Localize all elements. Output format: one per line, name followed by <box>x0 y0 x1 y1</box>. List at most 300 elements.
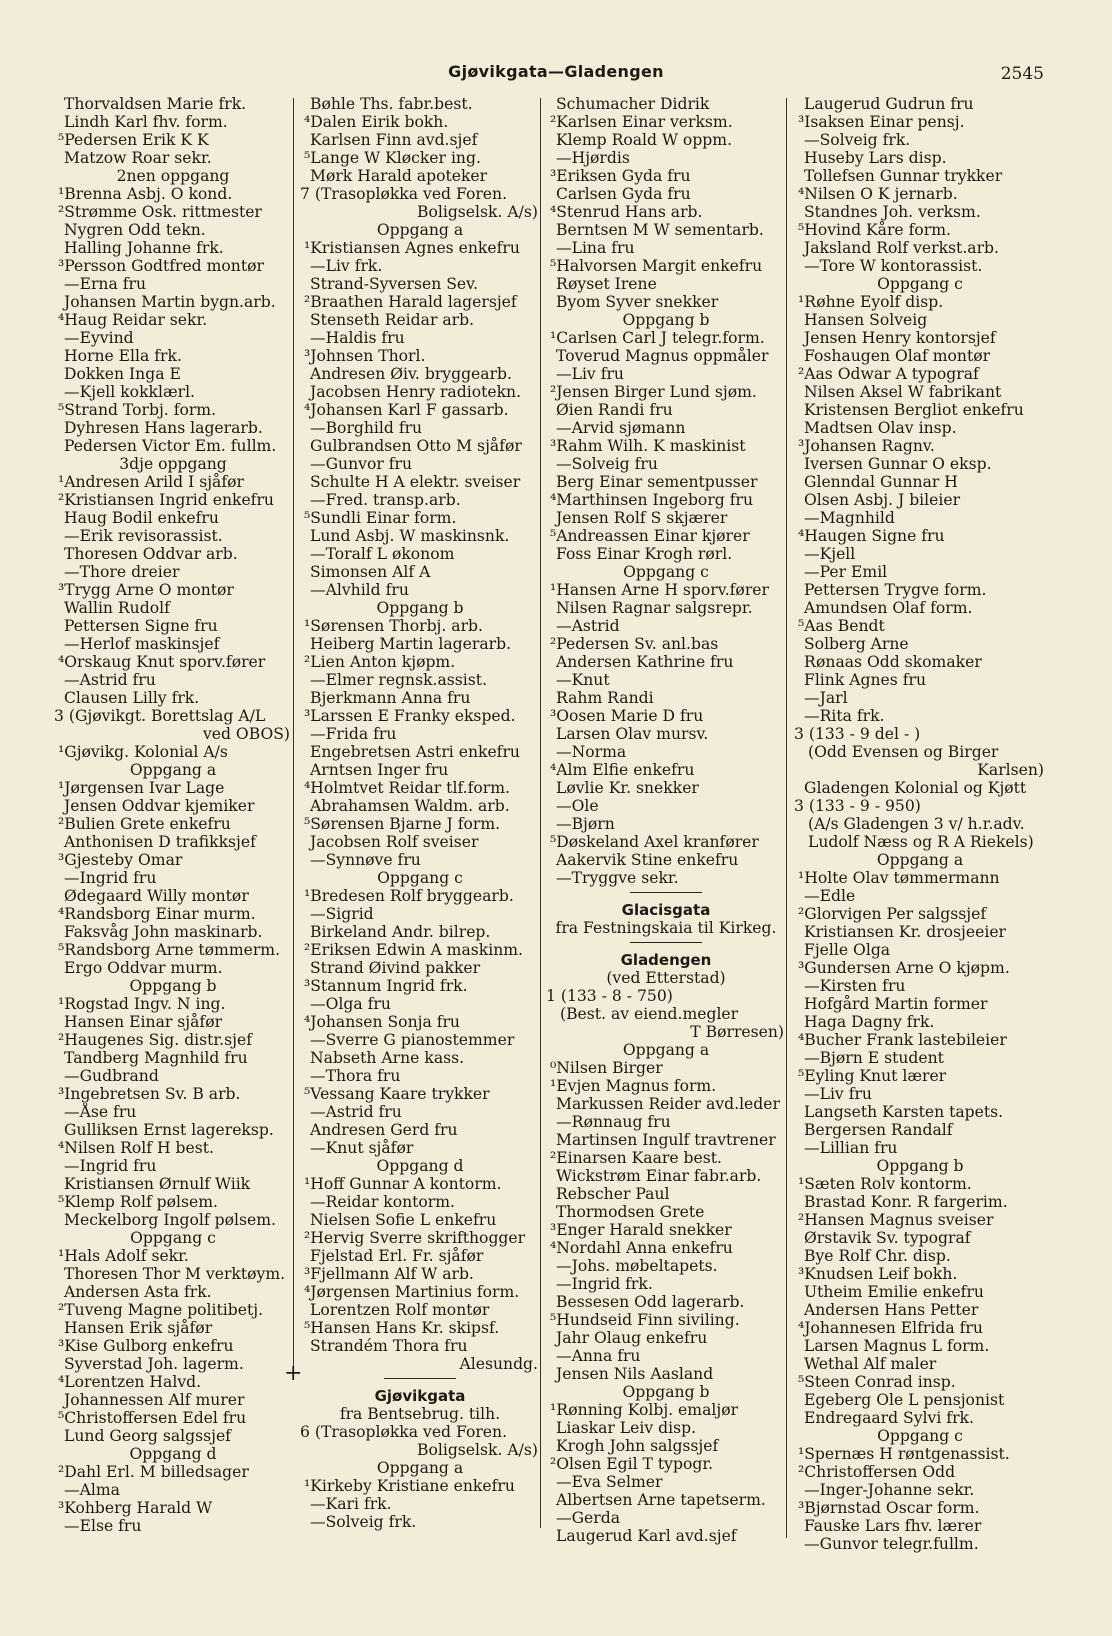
resident-entry: Jensen Rolf S skjærer <box>556 509 728 527</box>
resident-entry: —Kjell <box>804 545 856 563</box>
resident-entry: Hansen Solveig <box>804 311 928 329</box>
resident-entry: ¹Jørgensen Ivar Lage <box>58 779 225 797</box>
resident-entry: Bessesen Odd lagerarb. <box>556 1293 745 1311</box>
resident-entry: —Gunvor telegr.fullm. <box>804 1535 979 1553</box>
resident-entry: —Kirsten fru <box>804 977 906 995</box>
resident-entry: Pettersen Trygve form. <box>804 581 987 599</box>
resident-entry: ²Olsen Egil T typogr. <box>550 1455 714 1473</box>
resident-entry: —Kari frk. <box>310 1495 392 1513</box>
resident-entry: ⁴Randsborg Einar murm. <box>58 905 256 923</box>
resident-entry: ³Oosen Marie D fru <box>550 707 704 725</box>
resident-entry: —Astrid fru <box>310 1103 402 1121</box>
resident-entry: ¹Evjen Magnus form. <box>550 1077 717 1095</box>
resident-entry: —Inger-Johanne sekr. <box>804 1481 975 1499</box>
resident-entry: ³Stannum Ingrid frk. <box>304 977 468 995</box>
street-name: Gjøvikgata <box>374 1387 466 1405</box>
resident-entry: —Erna fru <box>64 275 146 293</box>
resident-entry: Nabseth Arne kass. <box>310 1049 465 1067</box>
resident-entry: —Kjell kokklærl. <box>64 383 196 401</box>
resident-entry: Wickstrøm Einar fabr.arb. <box>556 1167 762 1185</box>
resident-entry: Løvlie Kr. snekker <box>556 779 699 797</box>
resident-entry: ¹Rønning Kolbj. emaljør <box>550 1401 739 1419</box>
resident-entry: —Ingrid fru <box>64 1157 157 1175</box>
resident-entry: ⁵Eyling Knut lærer <box>798 1067 947 1085</box>
stairwell-heading: Oppgang b <box>876 1157 964 1175</box>
resident-entry: ²Glorvigen Per salgssjef <box>798 905 987 923</box>
resident-entry: Dyhresen Hans lagerarb. <box>64 419 263 437</box>
resident-entry: Toverud Magnus oppmåler <box>556 347 769 365</box>
resident-entry: Huseby Lars disp. <box>804 149 947 167</box>
resident-entry: ²Haugenes Sig. distr.sjef <box>58 1031 252 1049</box>
resident-entry: —Jarl <box>804 689 848 707</box>
resident-entry: —Magnhild <box>804 509 895 527</box>
stairwell-heading: Oppgang c <box>130 1229 216 1247</box>
street-description: fra Festningskaia til Kirkeg. <box>555 919 777 937</box>
resident-entry: Bjerkmann Anna fru <box>310 689 471 707</box>
resident-entry: ¹Spernæs H røntgenassist. <box>798 1445 1010 1463</box>
resident-entry: ⁴Lorentzen Halvd. <box>58 1373 202 1391</box>
resident-entry: ²Jensen Birger Lund sjøm. <box>550 383 757 401</box>
section-rule <box>546 887 786 897</box>
resident-entry: ³Eriksen Gyda fru <box>550 167 691 185</box>
resident-entry: Andresen Gerd fru <box>310 1121 458 1139</box>
resident-entry: ²Pedersen Sv. anl.bas <box>550 635 719 653</box>
resident-entry: Markussen Reider avd.leder <box>556 1095 780 1113</box>
resident-entry: ²Lien Anton kjøpm. <box>304 653 456 671</box>
resident-entry: —Frida fru <box>310 725 397 743</box>
resident-entry: —Haldis fru <box>310 329 405 347</box>
resident-entry: Utheim Emilie enkefru <box>804 1283 984 1301</box>
resident-entry: Hansen Erik sjåfør <box>64 1319 213 1337</box>
resident-entry: —Solveig fru <box>556 455 658 473</box>
resident-entry: Strand Øivind pakker <box>310 959 481 977</box>
address-note: Alesundg. <box>459 1355 538 1373</box>
running-title: Gjøvikgata—Gladengen <box>448 62 664 81</box>
resident-entry: Haga Dagny frk. <box>804 1013 935 1031</box>
resident-entry: —Thore dreier <box>64 563 180 581</box>
resident-entry: Fjelle Olga <box>804 941 891 959</box>
resident-entry: ²Dahl Erl. M billedsager <box>58 1463 249 1481</box>
resident-entry: Lund Georg salgssjef <box>64 1427 231 1445</box>
resident-entry: ⁵Sundli Einar form. <box>304 509 457 527</box>
resident-entry: Byom Syver snekker <box>556 293 719 311</box>
resident-entry: Larsen Magnus L form. <box>804 1337 990 1355</box>
resident-entry: Standnes Joh. verksm. <box>804 203 981 221</box>
resident-entry: ⁵Andreassen Einar kjører <box>550 527 750 545</box>
resident-entry: Carlsen Gyda fru <box>556 185 691 203</box>
resident-entry: Laugerud Karl avd.sjef <box>556 1527 737 1545</box>
resident-entry: ¹Kristiansen Agnes enkefru <box>304 239 520 257</box>
resident-entry: ⁵Døskeland Axel kranfører <box>550 833 759 851</box>
resident-entry: —Per Emil <box>804 563 888 581</box>
resident-entry: —Herlof maskinsjef <box>64 635 220 653</box>
resident-entry: ⁵Aas Bendt <box>798 617 885 635</box>
resident-entry: Karlsen Finn avd.sjef <box>310 131 478 149</box>
resident-entry: Nilsen Aksel W fabrikant <box>804 383 1002 401</box>
stairwell-heading: Oppgang b <box>622 311 710 329</box>
resident-entry: ³Fjellmann Alf W arb. <box>304 1265 474 1283</box>
resident-entry: ⁴Haug Reidar sekr. <box>58 311 208 329</box>
resident-entry: ²Karlsen Einar verksm. <box>550 113 733 131</box>
margin-mark: + <box>284 1361 303 1386</box>
resident-entry: Dokken Inga E <box>64 365 181 383</box>
street-name: Glacisgata <box>621 901 711 919</box>
resident-entry: —Ole <box>556 797 599 815</box>
resident-entry: ¹Hoff Gunnar A kontorm. <box>304 1175 502 1193</box>
resident-entry: —Olga fru <box>310 995 391 1013</box>
resident-entry: Andersen Kathrine fru <box>556 653 734 671</box>
address-note: Ludolf Næss og R A Riekels) <box>808 833 1034 851</box>
resident-entry: Egeberg Ole L pensjonist <box>804 1391 1005 1409</box>
resident-entry: ⁴Haugen Signe fru <box>798 527 945 545</box>
resident-entry: ³Kohberg Harald W <box>58 1499 213 1517</box>
resident-entry: Fauske Lars fhv. lærer <box>804 1517 982 1535</box>
resident-entry: Schumacher Didrik <box>556 95 710 113</box>
resident-entry: —Toralf L økonom <box>310 545 455 563</box>
resident-entry: Stenseth Reidar arb. <box>310 311 475 329</box>
resident-entry: Johannessen Alf murer <box>64 1391 245 1409</box>
resident-entry: —Solveig frk. <box>804 131 911 149</box>
resident-entry: —Astrid fru <box>64 671 156 689</box>
column-2 <box>300 95 540 1531</box>
resident-entry: ⁵Sørensen Bjarne J form. <box>304 815 501 833</box>
resident-entry: ⁴Johansen Sonja fru <box>304 1013 460 1031</box>
resident-entry: —Ingrid fru <box>64 869 157 887</box>
resident-entry: ³Rahm Wilh. K maskinist <box>550 437 746 455</box>
resident-entry: Tandberg Magnhild fru <box>64 1049 248 1067</box>
resident-entry: Andersen Hans Petter <box>804 1301 979 1319</box>
resident-entry: Hansen Einar sjåfør <box>64 1013 223 1031</box>
resident-entry: ⁴Johansen Karl F gassarb. <box>304 401 509 419</box>
resident-entry: —Gudbrand <box>64 1067 159 1085</box>
resident-entry: —Thora fru <box>310 1067 401 1085</box>
resident-entry: ²Hansen Magnus sveiser <box>798 1211 994 1229</box>
resident-entry: —Alvhild fru <box>310 581 409 599</box>
resident-entry: Jaksland Rolf verkst.arb. <box>804 239 999 257</box>
stairwell-heading: Oppgang d <box>129 1445 217 1463</box>
resident-entry: ⁴Stenrud Hans arb. <box>550 203 703 221</box>
address-note: Boligselsk. A/s) <box>417 1441 538 1459</box>
resident-entry: ²Eriksen Edwin A maskinm. <box>304 941 523 959</box>
page-header <box>0 62 1112 88</box>
resident-entry: ⁴Dalen Eirik bokh. <box>304 113 449 131</box>
resident-entry: Madtsen Olav insp. <box>804 419 957 437</box>
resident-entry: ³Ingebretsen Sv. B arb. <box>58 1085 241 1103</box>
resident-entry: Liaskar Leiv disp. <box>556 1419 697 1437</box>
resident-entry: —Fred. transp.arb. <box>310 491 461 509</box>
resident-entry: Halling Johanne frk. <box>64 239 224 257</box>
resident-entry: ³Larssen E Franky eksped. <box>304 707 516 725</box>
resident-entry: Endregaard Sylvi frk. <box>804 1409 974 1427</box>
resident-entry: Foshaugen Olaf montør <box>804 347 991 365</box>
resident-entry: Abrahamsen Waldm. arb. <box>310 797 510 815</box>
resident-entry: —Reidar kontorm. <box>310 1193 455 1211</box>
address-note: (Odd Evensen og Birger <box>808 743 999 761</box>
resident-entry: Thoresen Oddvar arb. <box>64 545 238 563</box>
resident-entry: ⁵Klemp Rolf pølsem. <box>58 1193 219 1211</box>
resident-entry: Rønaas Odd skomaker <box>804 653 982 671</box>
resident-entry: ²Einarsen Kaare best. <box>550 1149 722 1167</box>
resident-entry: Ødegaard Willy montør <box>64 887 249 905</box>
resident-entry: ²Strømme Osk. rittmester <box>58 203 262 221</box>
resident-entry: Strand-Syversen Sev. <box>310 275 479 293</box>
resident-entry: ¹Hansen Arne H sporv.fører <box>550 581 769 599</box>
resident-entry: Bergersen Randalf <box>804 1121 953 1139</box>
address-note: Karlsen) <box>977 761 1044 779</box>
resident-entry: —Erik revisorassist. <box>64 527 223 545</box>
resident-entry: ¹Andresen Arild I sjåfør <box>58 473 244 491</box>
column-divider <box>540 98 541 1528</box>
resident-entry: ³Knudsen Leif bokh. <box>798 1265 958 1283</box>
resident-entry: ³Kise Gulborg enkefru <box>58 1337 234 1355</box>
resident-entry: ⁴Holmtvet Reidar tlf.form. <box>304 779 510 797</box>
resident-entry: ¹Brenna Asbj. O kond. <box>58 185 233 203</box>
stairwell-heading: 3dje oppgang <box>119 455 227 473</box>
resident-entry: ⁵Hansen Hans Kr. skipsf. <box>304 1319 500 1337</box>
resident-entry: Jensen Oddvar kjemiker <box>64 797 255 815</box>
resident-entry: Birkeland Andr. bilrep. <box>310 923 491 941</box>
resident-entry: Brastad Konr. R fargerim. <box>804 1193 1008 1211</box>
resident-entry: —Anna fru <box>556 1347 641 1365</box>
resident-entry: ⁴Nilsen O K jernarb. <box>798 185 958 203</box>
resident-entry: Langseth Karsten tapets. <box>804 1103 1004 1121</box>
resident-entry: ⁵Halvorsen Margit enkefru <box>550 257 763 275</box>
resident-entry: —Astrid <box>556 617 620 635</box>
resident-entry: —Johs. møbeltapets. <box>556 1257 718 1275</box>
resident-entry: Jensen Nils Aasland <box>556 1365 714 1383</box>
resident-entry: ²Kristiansen Ingrid enkefru <box>58 491 274 509</box>
resident-entry: Nygren Odd tekn. <box>64 221 206 239</box>
resident-entry: ²Bulien Grete enkefru <box>58 815 231 833</box>
resident-entry: Krogh John salgssjef <box>556 1437 719 1455</box>
address-note: (A/s Gladengen 3 v/ h.r.adv. <box>808 815 1025 833</box>
resident-entry: Anthonisen D trafikksjef <box>64 833 256 851</box>
resident-entry: Fjelstad Erl. Fr. sjåfør <box>310 1247 484 1265</box>
resident-entry: Klemp Roald W oppm. <box>556 131 733 149</box>
resident-entry: —Knut sjåfør <box>310 1139 414 1157</box>
resident-entry: Albertsen Arne tapetserm. <box>556 1491 766 1509</box>
column-divider <box>786 98 787 1538</box>
resident-entry: ¹Kirkeby Kristiane enkefru <box>304 1477 515 1495</box>
resident-entry: ⁴Alm Elfie enkefru <box>550 761 695 779</box>
resident-entry: —Else fru <box>64 1517 142 1535</box>
street-description: (ved Etterstad) <box>606 969 726 987</box>
resident-entry: ⁵Pedersen Erik K K <box>58 131 209 149</box>
section-rule <box>300 1373 540 1383</box>
address-note: Boligselsk. A/s) <box>417 203 538 221</box>
resident-entry: Lund Asbj. W maskinsnk. <box>310 527 510 545</box>
resident-entry: —Elmer regnsk.assist. <box>310 671 488 689</box>
resident-entry: ³Trygg Arne O montør <box>58 581 234 599</box>
resident-entry: Andresen Øiv. bryggearb. <box>310 365 512 383</box>
resident-entry: Pedersen Victor Em. fullm. <box>64 437 277 455</box>
resident-entry: ³Gundersen Arne O kjøpm. <box>798 959 1010 977</box>
stairwell-heading: Oppgang c <box>377 869 463 887</box>
resident-entry: Laugerud Gudrun fru <box>804 95 974 113</box>
column-1 <box>54 95 292 1535</box>
resident-entry: Gulbrandsen Otto M sjåfør <box>310 437 522 455</box>
resident-entry: —Åse fru <box>64 1103 137 1121</box>
resident-entry: Ørstavik Sv. typograf <box>804 1229 971 1247</box>
resident-entry: Arntsen Inger fru <box>310 761 449 779</box>
resident-entry: ¹Sørensen Thorbj. arb. <box>304 617 483 635</box>
resident-entry: Nilsen Ragnar salgsrepr. <box>556 599 753 617</box>
resident-entry: Lindh Karl fhv. form. <box>64 113 228 131</box>
resident-entry: —Alma <box>64 1481 120 1499</box>
resident-entry: ³Isaksen Einar pensj. <box>798 113 965 131</box>
resident-entry: ¹Hals Adolf sekr. <box>58 1247 189 1265</box>
stairwell-heading: Oppgang a <box>622 1041 710 1059</box>
resident-entry: Haug Bodil enkefru <box>64 509 219 527</box>
resident-entry: —Sverre G pianostemmer <box>310 1031 515 1049</box>
resident-entry: Meckelborg Ingolf pølsem. <box>64 1211 276 1229</box>
resident-entry: Jahr Olaug enkefru <box>556 1329 708 1347</box>
resident-entry: Schulte H A elektr. sveiser <box>310 473 521 491</box>
resident-entry: —Sigrid <box>310 905 374 923</box>
resident-entry: ⁵Strand Torbj. form. <box>58 401 217 419</box>
resident-entry: Gladengen Kolonial og Kjøtt <box>804 779 1027 797</box>
resident-entry: Aakervik Stine enkefru <box>556 851 739 869</box>
resident-entry: Wethal Alf maler <box>804 1355 937 1373</box>
resident-entry: Iversen Gunnar O eksp. <box>804 455 992 473</box>
resident-entry: Heiberg Martin lagerarb. <box>310 635 512 653</box>
resident-entry: Kristensen Bergliot enkefru <box>804 401 1024 419</box>
resident-entry: —Liv fru <box>804 1085 872 1103</box>
resident-entry: —Norma <box>556 743 627 761</box>
resident-entry: Martinsen Ingulf travtrener <box>556 1131 776 1149</box>
resident-entry: ⁵Vessang Kaare trykker <box>304 1085 490 1103</box>
resident-entry: Horne Ella frk. <box>64 347 182 365</box>
building-number: 3 (133 - 9 del - ) <box>794 725 921 743</box>
street-description: fra Bentsebrug. tilh. <box>339 1405 501 1423</box>
resident-entry: Nielsen Sofie L enkefru <box>310 1211 497 1229</box>
resident-entry: —Edle <box>804 887 856 905</box>
building-number: 3 (Gjøvikgt. Borettslag A/L <box>54 707 266 725</box>
resident-entry: Gulliksen Ernst lagereksp. <box>64 1121 274 1139</box>
resident-entry: —Borghild fru <box>310 419 423 437</box>
address-note: (Best. av eiend.megler <box>560 1005 739 1023</box>
stairwell-heading: 2nen oppgang <box>116 167 230 185</box>
resident-entry: Amundsen Olaf form. <box>804 599 973 617</box>
resident-entry: —Knut <box>556 671 610 689</box>
stairwell-heading: Oppgang b <box>622 1383 710 1401</box>
resident-entry: —Liv fru <box>556 365 624 383</box>
resident-entry: ²Christoffersen Odd <box>798 1463 956 1481</box>
resident-entry: ²Aas Odwar A typograf <box>798 365 979 383</box>
resident-entry: Jensen Henry kontorsjef <box>804 329 996 347</box>
resident-entry: ¹Carlsen Carl J telegr.form. <box>550 329 765 347</box>
resident-entry: —Solveig frk. <box>310 1513 417 1531</box>
resident-entry: Røyset Irene <box>556 275 657 293</box>
street-name: Gladengen <box>620 951 712 969</box>
resident-entry: —Gunvor fru <box>310 455 413 473</box>
address-note: ved OBOS) <box>202 725 290 743</box>
address-note: T Børresen) <box>690 1023 784 1041</box>
resident-entry: Ergo Oddvar murm. <box>64 959 223 977</box>
resident-entry: Flink Agnes fru <box>804 671 926 689</box>
resident-entry: Glenndal Gunnar H <box>804 473 958 491</box>
resident-entry: —Lina fru <box>556 239 635 257</box>
resident-entry: ⁴Jørgensen Martinius form. <box>304 1283 520 1301</box>
stairwell-heading: Oppgang b <box>129 977 217 995</box>
resident-entry: ¹Rogstad Ingv. N ing. <box>58 995 226 1013</box>
resident-entry: Kristiansen Kr. drosjeeier <box>804 923 1007 941</box>
resident-entry: Pettersen Signe fru <box>64 617 218 635</box>
resident-entry: Clausen Lilly frk. <box>64 689 200 707</box>
resident-entry: ⁴Marthinsen Ingeborg fru <box>550 491 753 509</box>
resident-entry: —Bjørn <box>556 815 615 833</box>
resident-entry: —Synnøve fru <box>310 851 421 869</box>
resident-entry: Jacobsen Rolf sveiser <box>310 833 479 851</box>
resident-entry: Wallin Rudolf <box>64 599 170 617</box>
resident-entry: —Gerda <box>556 1509 621 1527</box>
stairwell-heading: Oppgang d <box>376 1157 464 1175</box>
resident-entry: Tollefsen Gunnar trykker <box>804 167 1003 185</box>
resident-entry: ³Enger Harald snekker <box>550 1221 732 1239</box>
building-number: 6 (Trasopløkka ved Foren. <box>300 1423 508 1441</box>
resident-entry: ³Gjesteby Omar <box>58 851 183 869</box>
resident-entry: ⁴Nordahl Anna enkefru <box>550 1239 733 1257</box>
resident-entry: Larsen Olav mursv. <box>556 725 709 743</box>
resident-entry: —Tore W kontorassist. <box>804 257 983 275</box>
resident-entry: —Ingrid frk. <box>556 1275 653 1293</box>
resident-entry: ⁴Orskaug Knut sporv.fører <box>58 653 266 671</box>
stairwell-heading: Oppgang a <box>876 851 964 869</box>
resident-entry: Simonsen Alf A <box>310 563 431 581</box>
stairwell-heading: Oppgang c <box>877 275 963 293</box>
building-number: 1 (133 - 8 - 750) <box>546 987 673 1005</box>
resident-entry: ⁴Nilsen Rolf H best. <box>58 1139 214 1157</box>
resident-entry: Thorvaldsen Marie frk. <box>64 95 247 113</box>
column-3 <box>546 95 786 1545</box>
resident-entry: —Arvid sjømann <box>556 419 686 437</box>
resident-entry: —Eva Selmer <box>556 1473 663 1491</box>
resident-entry: —Hjørdis <box>556 149 630 167</box>
resident-entry: Faksvåg John maskinarb. <box>64 923 263 941</box>
section-rule <box>546 937 786 947</box>
resident-entry: Syverstad Joh. lagerm. <box>64 1355 244 1373</box>
resident-entry: ⁵Christoffersen Edel fru <box>58 1409 247 1427</box>
resident-entry: Andersen Asta frk. <box>64 1283 212 1301</box>
resident-entry: Bøhle Ths. fabr.best. <box>310 95 473 113</box>
resident-entry: Thoresen Thor M verktøym. <box>64 1265 286 1283</box>
resident-entry: Engebretsen Astri enkefru <box>310 743 520 761</box>
stairwell-heading: Oppgang c <box>877 1427 963 1445</box>
resident-entry: —Lillian fru <box>804 1139 898 1157</box>
resident-entry: Rebscher Paul <box>556 1185 670 1203</box>
stairwell-heading: Oppgang a <box>376 221 464 239</box>
page-number: 2545 <box>1000 64 1044 84</box>
resident-entry: Strandém Thora fru <box>310 1337 468 1355</box>
resident-entry: ⁵Hovind Kåre form. <box>798 221 951 239</box>
resident-entry: ³Johnsen Thorl. <box>304 347 426 365</box>
resident-entry: ⁵Lange W Kløcker ing. <box>304 149 481 167</box>
stairwell-heading: Oppgang a <box>129 761 217 779</box>
resident-entry: Olsen Asbj. J bileier <box>804 491 961 509</box>
resident-entry: ⁴Bucher Frank lastebileier <box>798 1031 1007 1049</box>
building-number: 3 (133 - 9 - 950) <box>794 797 921 815</box>
resident-entry: Berntsen M W sementarb. <box>556 221 764 239</box>
resident-entry: Bye Rolf Chr. disp. <box>804 1247 951 1265</box>
resident-entry: —Eyvind <box>64 329 134 347</box>
resident-entry: ⁵Hundseid Finn siviling. <box>550 1311 740 1329</box>
resident-entry: ¹Bredesen Rolf bryggearb. <box>304 887 514 905</box>
resident-entry: ¹Holte Olav tømmermann <box>798 869 1000 887</box>
resident-entry: Rahm Randi <box>556 689 654 707</box>
resident-entry: ⁰Nilsen Birger <box>550 1059 663 1077</box>
resident-entry: ¹Røhne Eyolf disp. <box>798 293 944 311</box>
resident-entry: ³Johansen Ragnv. <box>798 437 935 455</box>
